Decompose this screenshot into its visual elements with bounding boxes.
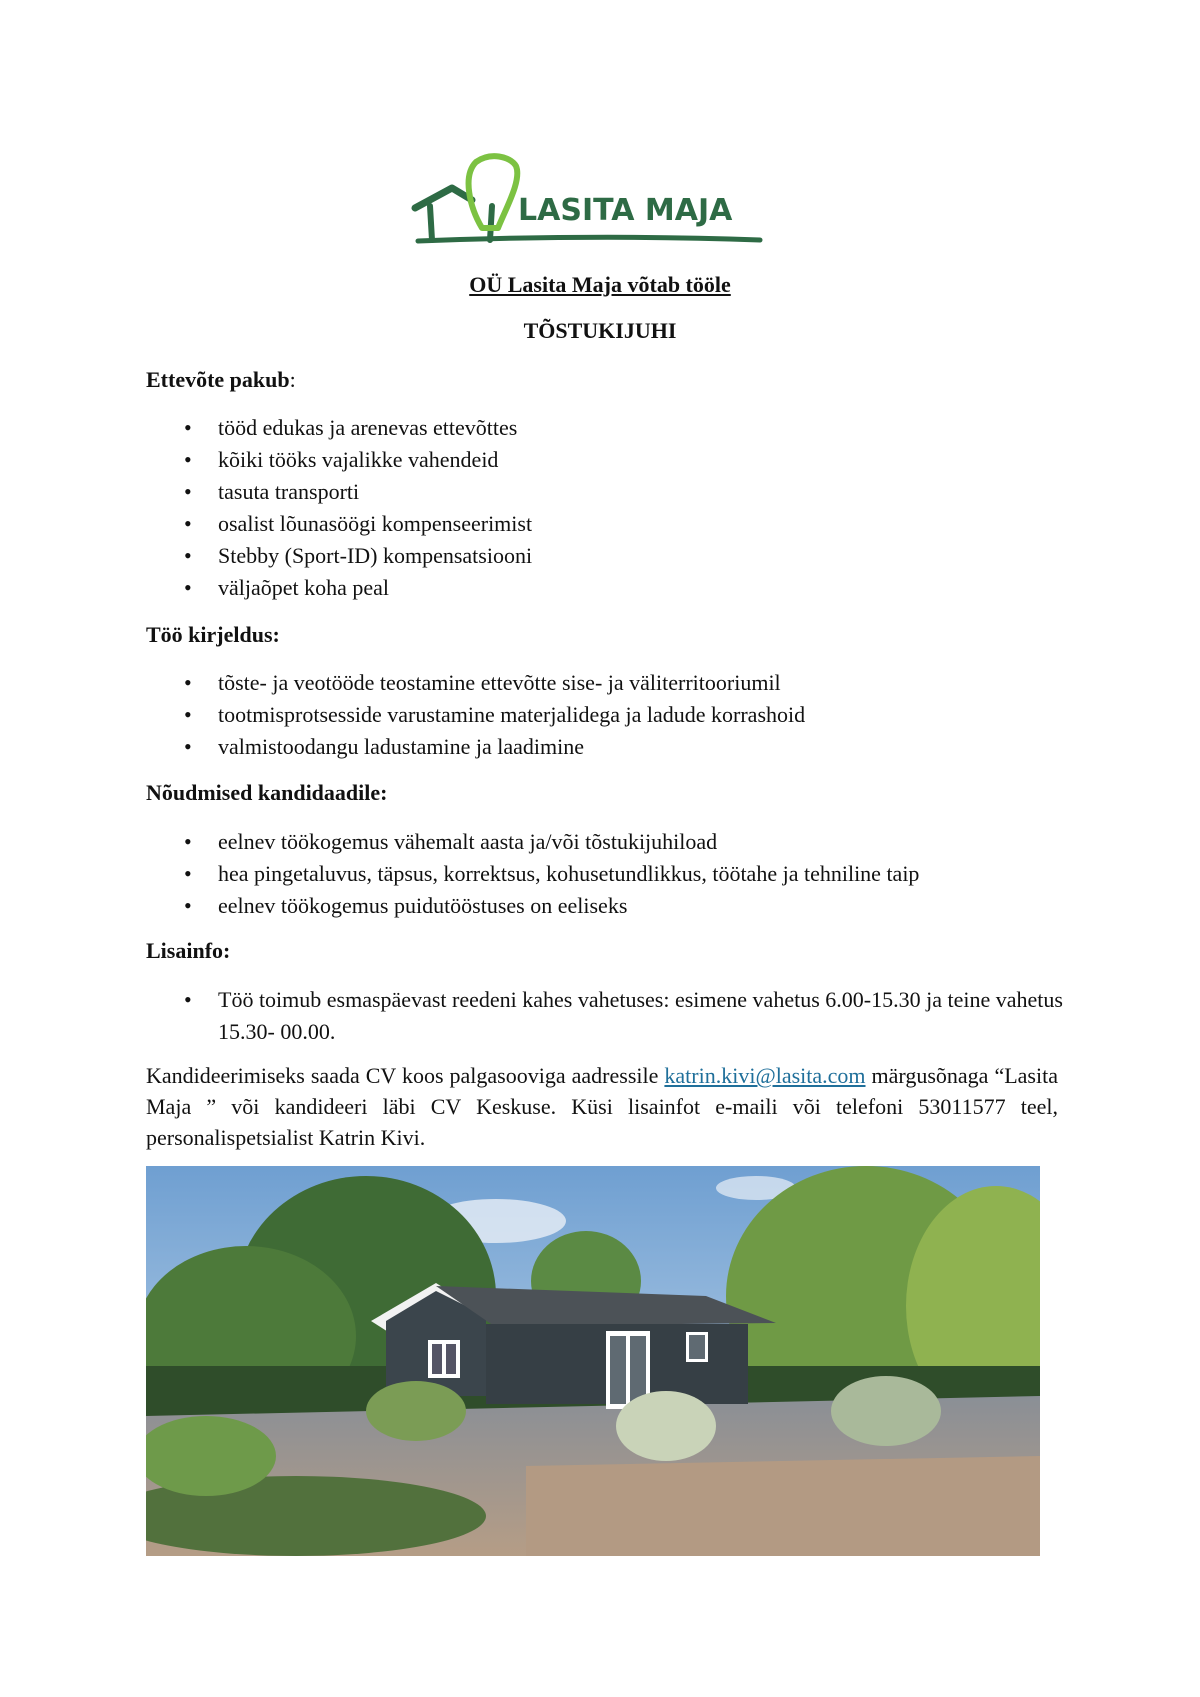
list-item: • väljaõpet koha peal — [146, 572, 532, 604]
company-logo — [410, 148, 790, 248]
offers-heading — [146, 367, 296, 393]
contact-text-before: Kandideerimiseks saada CV koos palgasooviga aadressile — [146, 1063, 665, 1088]
list-item: • eelnev töökogemus vähemalt aasta ja/või tõstukijuhiload — [146, 826, 919, 858]
list-item: • tasuta transporti — [146, 476, 532, 508]
list-item: • tõste- ja veotööde teostamine ettevõtte sise- ja väliterritooriumil — [146, 667, 805, 699]
offers-heading-colon: : — [289, 367, 296, 392]
email-link[interactable]: katrin.kivi@lasita.com — [664, 1063, 866, 1088]
offers-heading-text: Ettevõte pakub — [146, 367, 290, 392]
extra-info-list — [146, 984, 1066, 1048]
list-item: • valmistoodangu ladustamine ja laadimine — [146, 731, 805, 763]
list-item: • kõiki tööks vajalikke vahendeid — [146, 444, 532, 476]
contact-paragraph — [146, 1060, 1058, 1153]
offers-list — [146, 412, 532, 604]
list-item: • hea pingetaluvus, täpsus, korrektsus, kohusetundlikkus, töötahe ja tehniline taip — [146, 858, 919, 890]
garden-house-photo — [146, 1166, 1040, 1556]
description-heading: Töö kirjeldus: — [146, 622, 280, 647]
extra-info-heading: Lisainfo: — [146, 938, 231, 963]
house-tree-logo-icon — [410, 148, 790, 248]
list-item: • tootmisprotsesside varustamine materjalidega ja ladude korrashoid — [146, 699, 805, 731]
list-item: • tööd edukas ja arenevas ettevõttes — [146, 412, 532, 444]
list-item: • eelnev töökogemus puidutööstuses on eeliseks — [146, 890, 919, 922]
list-item: • Töö toimub esmaspäevast reedeni kahes vahetuses: esimene vahetus 6.00-15.30 ja teine vahetus 15.30- 00.00. — [146, 984, 1066, 1048]
contact-text-after: märgusõnaga “Lasita Maja ” või kandideeri läbi CV Keskuse. Küsi lisainfot e-maili või telefoni 53011577 teel, personalispetsialist Katrin Kivi. — [146, 1063, 1058, 1150]
requirements-list — [146, 826, 919, 922]
garden-house-image-icon — [146, 1166, 1040, 1556]
list-item: • Stebby (Sport-ID) kompensatsiooni — [146, 540, 532, 572]
logo-text: LASITA MAJA — [518, 193, 733, 228]
company-announcement: OÜ Lasita Maja võtab tööle — [469, 272, 731, 297]
list-item: • osalist lõunasöögi kompenseerimist — [146, 508, 532, 540]
description-list — [146, 667, 805, 763]
position-title: TÕSTUKIJUHI — [523, 318, 677, 343]
requirements-heading: Nõudmised kandidaadile: — [146, 780, 388, 805]
